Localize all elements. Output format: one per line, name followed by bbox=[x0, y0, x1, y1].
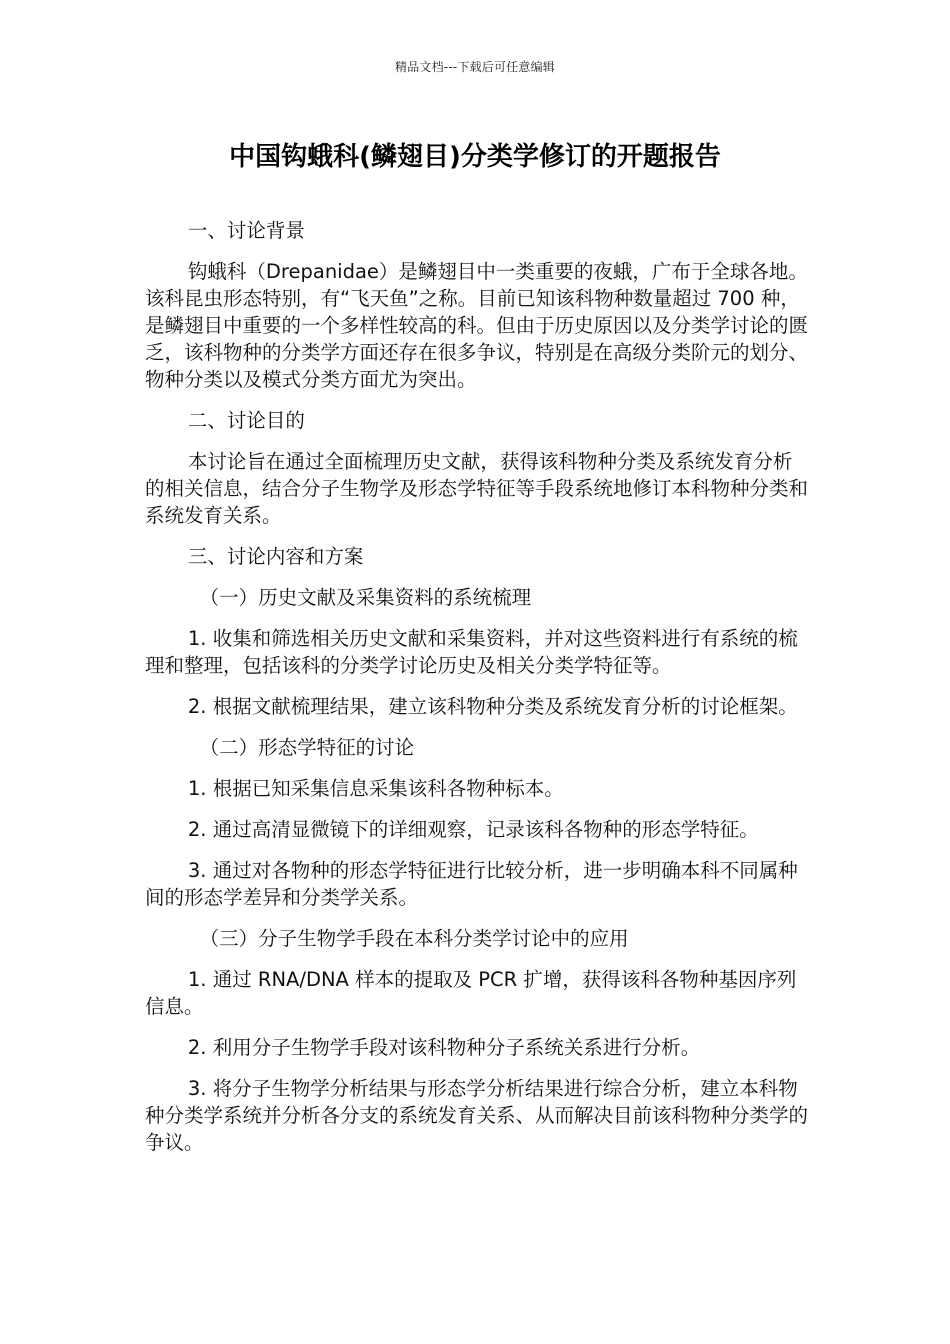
list-item: 2. 利用分子生物学手段对该科物种分子系统关系进行分析。 bbox=[187, 1036, 701, 1059]
paragraph-background: 钩蛾科（Drepanidae）是鳞翅目中一类重要的夜蛾，广布于全球各地。该科昆虫形态特别，有“飞天鱼”之称。目前已知该科物种数量超过 700 种，是鳞翅目中重要的一个多样性较高的科。但由于历史原因以及分类学讨论的匮乏，该科物种的分类学方面还存在很多争议，特别是在高级分类阶元的划分、物种分类以及模式分类方面尤为突出。 bbox=[145, 260, 809, 391]
list-item: 1. 通过 RNA/DNA 样本的提取及 PCR 扩增，获得该科各物种基因序列信息。 bbox=[145, 968, 797, 1018]
section-heading-purpose: 二、讨论目的 bbox=[187, 409, 305, 432]
document-body bbox=[145, 217, 810, 1170]
list-item: 2. 通过高清显微镜下的详细观察，记录该科各物种的形态学特征。 bbox=[187, 818, 759, 841]
list-item: 2. 根据文献梳理结果，建立该科物种分类及系统发育分析的讨论框架。 bbox=[187, 695, 798, 718]
section-heading-background: 一、讨论背景 bbox=[187, 219, 305, 242]
list-item: 3. 通过对各物种的形态学特征进行比较分析，进一步明确本科不同属种间的形态学差异和分类学关系。 bbox=[145, 859, 798, 909]
list-item: 3. 将分子生物学分析结果与形态学分析结果进行综合分析，建立本科物种分类学系统并分析各分支的系统发育关系、从而解决目前该科物种分类学的争议。 bbox=[145, 1077, 809, 1154]
section-heading-content: 三、讨论内容和方案 bbox=[187, 545, 364, 568]
subsection-heading-literature: （一）历史文献及采集资料的系统梳理 bbox=[199, 586, 532, 609]
list-item: 1. 收集和筛选相关历史文献和采集资料，并对这些资料进行有系统的梳理和整理，包括该科的分类学讨论历史及相关分类学特征等。 bbox=[145, 627, 798, 677]
paragraph-purpose: 本讨论旨在通过全面梳理历史文献，获得该科物种分类及系统发育分析的相关信息，结合分子生物学及形态学特征等手段系统地修订本科物种分类和系统发育关系。 bbox=[145, 450, 809, 527]
subsection-heading-morphology: （二）形态学特征的讨论 bbox=[199, 736, 415, 759]
document-title: 中国钩蛾科(鳞翅目)分类学修订的开题报告 bbox=[229, 142, 721, 172]
header-note: 精品文档---下载后可任意编辑 bbox=[395, 60, 555, 74]
list-item: 1. 根据已知采集信息采集该科各物种标本。 bbox=[187, 777, 564, 800]
subsection-heading-molecular: （三）分子生物学手段在本科分类学讨论中的应用 bbox=[199, 927, 629, 950]
